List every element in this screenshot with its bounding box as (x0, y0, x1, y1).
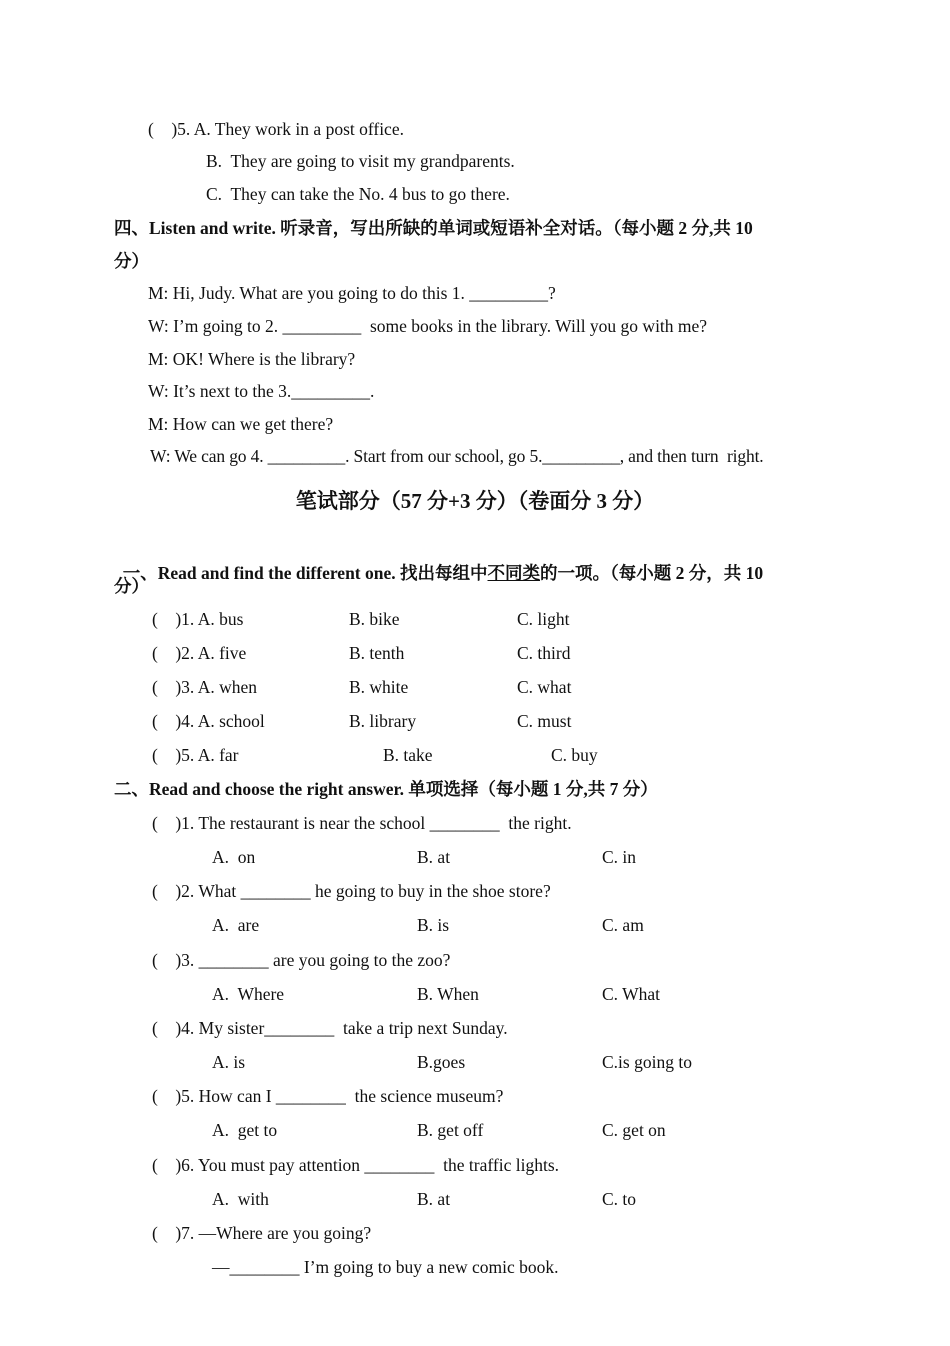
part1-heading-post: 的一项。（每小题 2 分，共 10 (540, 563, 764, 583)
listening-q5-option-c: C. They can take the No. 4 bus to go there. (206, 184, 510, 204)
part2-q1-option-a: A. on (212, 847, 256, 867)
part2-q2-option-c: C. am (602, 915, 644, 935)
part2-q4-option-c: C.is going to (602, 1052, 692, 1072)
part2-q6-option-a: A. with (212, 1189, 269, 1209)
part2-q7-reply: —________ I’m going to buy a new comic book. (212, 1257, 559, 1277)
part2-q2-stem: ( )2. What ________ he going to buy in the shoe store? (152, 881, 551, 901)
part1-heading (114, 540, 763, 584)
part2-q5-option-b: B. get off (417, 1120, 484, 1140)
part1-item-5-b: B. take (383, 745, 433, 765)
part1-item-2-c: C. third (517, 643, 571, 663)
part1-heading-pre: 一、Read and find the different one. 找出每组中 (122, 563, 488, 583)
dialogue-line-5: M: How can we get there? (148, 414, 334, 434)
part2-q5-stem: ( )5. How can I ________ the science museum? (152, 1086, 504, 1106)
listening-q5-stem: ( )5. A. They work in a post office. (148, 119, 404, 139)
part2-heading: 二、Read and choose the right answer. 单项选择（每小题 1 分,共 7 分） (114, 779, 658, 799)
part2-q4-stem: ( )4. My sister________ take a trip next Sunday. (152, 1018, 508, 1038)
listening-q5-option-b: B. They are going to visit my grandparents. (206, 151, 515, 171)
dialogue-line-6: W: We can go 4. _________. Start from our school, go 5._________, and then turn right. (150, 446, 764, 466)
dialogue-line-2: W: I’m going to 2. _________ some books in the library. Will you go with me? (148, 316, 708, 336)
part1-heading-cont: 分） (114, 576, 149, 596)
part1-item-2-a: ( )2. A. five (152, 643, 247, 663)
part2-q6-option-b: B. at (417, 1189, 451, 1209)
dialogue-line-4: W: It’s next to the 3._________. (148, 381, 375, 401)
part1-item-5-a: ( )5. A. far (152, 745, 239, 765)
part1-item-1-c: C. light (517, 609, 570, 629)
part1-item-3-a: ( )3. A. when (152, 677, 257, 697)
part2-q1-option-c: C. in (602, 847, 637, 867)
part1-item-4-c: C. must (517, 711, 572, 731)
part1-item-1-b: B. bike (349, 609, 400, 629)
section4-heading-cont: 分） (114, 251, 149, 271)
part1-item-3-b: B. white (349, 677, 409, 697)
dialogue-line-3: M: OK! Where is the library? (148, 349, 356, 369)
part2-q2-option-a: A. are (212, 915, 260, 935)
part1-item-1-a: ( )1. A. bus (152, 609, 244, 629)
part1-item-4-a: ( )4. A. school (152, 711, 265, 731)
part2-q6-stem: ( )6. You must pay attention ________ the traffic lights. (152, 1155, 560, 1175)
part2-q2-option-b: B. is (417, 915, 450, 935)
part2-q3-option-b: B. When (417, 984, 479, 1004)
section4-heading: 四、Listen and write. 听录音，写出所缺的单词或短语补全对话。（每小题 2 分,共 10 (114, 218, 753, 238)
part2-q5-option-c: C. get on (602, 1120, 666, 1140)
part2-q4-option-b: B.goes (417, 1052, 466, 1072)
dialogue-line-1: M: Hi, Judy. What are you going to do this 1. _________? (148, 283, 556, 303)
part2-q6-option-c: C. to (602, 1189, 637, 1209)
part1-item-4-b: B. library (349, 711, 417, 731)
written-part-title: 笔试部分（57 分+3 分）（卷面分 3 分） (295, 489, 655, 513)
part2-q3-option-a: A. Where (212, 984, 285, 1004)
part2-q5-option-a: A. get to (212, 1120, 278, 1140)
part1-item-5-c: C. buy (551, 745, 598, 765)
part2-q3-stem: ( )3. ________ are you going to the zoo? (152, 950, 451, 970)
part2-q7-stem: ( )7. —Where are you going? (152, 1223, 372, 1243)
part2-q1-stem: ( )1. The restaurant is near the school ________ the right. (152, 813, 572, 833)
part1-item-3-c: C. what (517, 677, 572, 697)
part2-q3-option-c: C. What (602, 984, 661, 1004)
part1-heading-underlined: 不同类 (487, 563, 541, 583)
part1-item-2-b: B. tenth (349, 643, 405, 663)
part2-q4-option-a: A. is (212, 1052, 246, 1072)
part2-q1-option-b: B. at (417, 847, 451, 867)
